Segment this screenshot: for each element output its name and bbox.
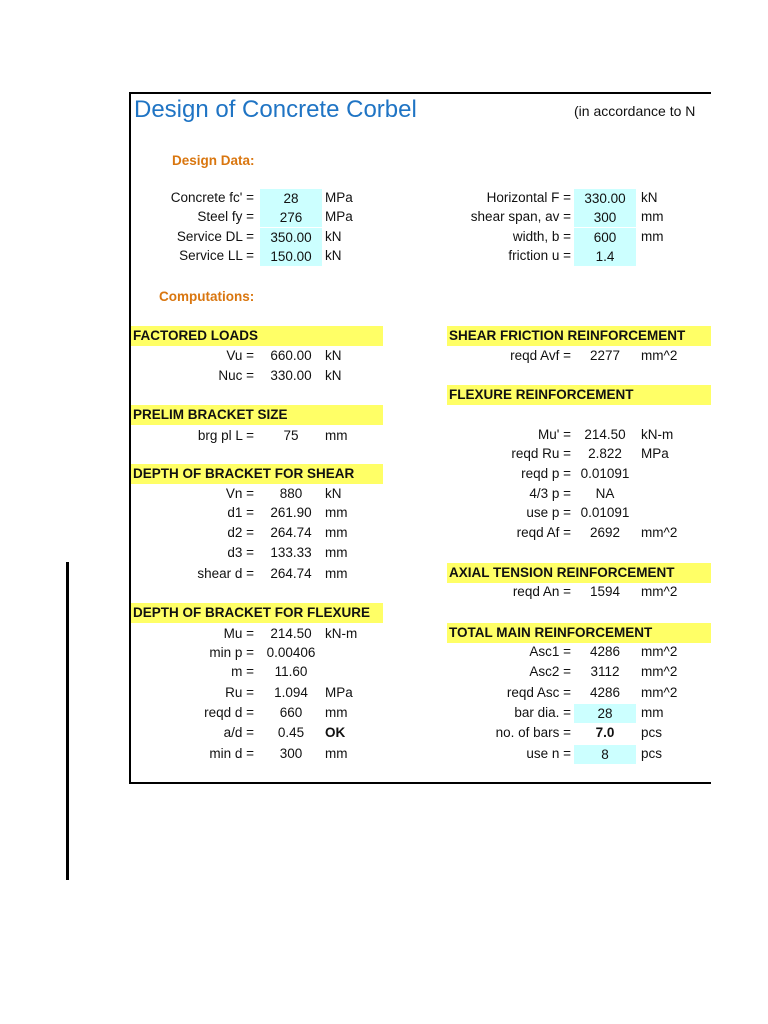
a-d-status: OK xyxy=(325,725,346,740)
min-d-label: min d = xyxy=(209,746,254,761)
brg-pl-unit: mm xyxy=(325,428,348,443)
fy-label: Steel fy = xyxy=(197,209,254,224)
no-of-bars-label: no. of bars = xyxy=(495,725,571,740)
reqd-ru-value: 2.822 xyxy=(588,446,622,461)
vn-label: Vn = xyxy=(225,486,254,501)
nuc-value: 330.00 xyxy=(270,368,312,383)
reqd-avf-label: reqd Avf = xyxy=(510,348,571,363)
reqd-p-label: reqd p = xyxy=(521,466,571,481)
reqd-asc-label: reqd Asc = xyxy=(506,685,571,700)
width-input[interactable]: 600 xyxy=(574,228,636,247)
use-p-value: 0.01091 xyxy=(580,505,630,520)
reqd-d-unit: mm xyxy=(325,705,348,720)
dl-input[interactable]: 350.00 xyxy=(260,228,322,247)
d1-label: d1 = xyxy=(227,505,254,520)
mu-unit: kN-m xyxy=(325,626,358,641)
d1-unit: mm xyxy=(325,505,348,520)
reqd-avf-unit: mm^2 xyxy=(641,348,678,363)
d3-value: 133.33 xyxy=(270,545,312,560)
corbel-design-sheet xyxy=(129,92,711,784)
design-data-heading: Design Data: xyxy=(172,153,255,168)
mu-prime-unit: kN-m xyxy=(641,427,674,442)
mu-prime-value: 214.50 xyxy=(584,427,626,442)
ru-label: Ru = xyxy=(225,685,254,700)
flexure-reinforcement-header: FLEXURE REINFORCEMENT xyxy=(447,385,711,405)
horizontal-f-unit: kN xyxy=(641,190,658,205)
bar-dia-input[interactable]: 28 xyxy=(574,704,636,723)
depth-shear-header: DEPTH OF BRACKET FOR SHEAR xyxy=(131,464,383,484)
asc1-label: Asc1 = xyxy=(529,644,571,659)
fy-input[interactable]: 276 xyxy=(260,208,322,227)
shear-span-label: shear span, av = xyxy=(470,209,571,224)
min-d-value: 300 xyxy=(279,746,303,761)
reqd-af-label: reqd Af = xyxy=(516,525,571,540)
reqd-an-label: reqd An = xyxy=(512,584,571,599)
nuc-unit: kN xyxy=(325,368,342,383)
d3-label: d3 = xyxy=(227,545,254,560)
dl-label: Service DL = xyxy=(176,229,254,244)
reqd-avf-value: 2277 xyxy=(589,348,621,363)
ll-unit: kN xyxy=(325,248,342,263)
asc2-label: Asc2 = xyxy=(529,664,571,679)
vn-value: 880 xyxy=(279,486,303,501)
reqd-an-value: 1594 xyxy=(589,584,621,599)
vu-unit: kN xyxy=(325,348,342,363)
shear-friction-header: SHEAR FRICTION REINFORCEMENT xyxy=(447,326,711,346)
ll-label: Service LL = xyxy=(179,248,254,263)
axial-tension-header: AXIAL TENSION REINFORCEMENT xyxy=(447,563,711,583)
shear-span-input[interactable]: 300 xyxy=(574,208,636,227)
ll-input[interactable]: 150.00 xyxy=(260,247,322,266)
reqd-ru-unit: MPa xyxy=(641,446,669,461)
reqd-asc-unit: mm^2 xyxy=(641,685,678,700)
reqd-d-value: 660 xyxy=(279,705,303,720)
ru-unit: MPa xyxy=(325,685,353,700)
nuc-label: Nuc = xyxy=(218,368,254,383)
fc-label: Concrete fc' = xyxy=(170,190,254,205)
a-d-value: 0.45 xyxy=(277,725,305,740)
prelim-bracket-header: PRELIM BRACKET SIZE xyxy=(131,405,383,425)
shear-d-unit: mm xyxy=(325,566,348,581)
m-value: 11.60 xyxy=(274,664,308,679)
reqd-p-value: 0.01091 xyxy=(580,466,630,481)
use-n-input[interactable]: 8 xyxy=(574,745,636,764)
use-n-unit: pcs xyxy=(641,746,663,761)
left-margin-line xyxy=(66,562,69,880)
bar-dia-label: bar dia. = xyxy=(514,705,571,720)
sheet-title: Design of Concrete Corbel xyxy=(134,96,417,123)
width-unit: mm xyxy=(641,229,664,244)
no-of-bars-unit: pcs xyxy=(641,725,663,740)
vu-value: 660.00 xyxy=(270,348,312,363)
mu-label: Mu = xyxy=(223,626,254,641)
brg-pl-value: 75 xyxy=(283,428,299,443)
reqd-an-unit: mm^2 xyxy=(641,584,678,599)
dl-unit: kN xyxy=(325,229,342,244)
d1-value: 261.90 xyxy=(270,505,312,520)
min-p-value: 0.00406 xyxy=(266,645,316,660)
vu-label: Vu = xyxy=(226,348,254,363)
use-p-label: use p = xyxy=(526,505,571,520)
four-thirds-p-value: NA xyxy=(595,486,615,501)
reqd-af-unit: mm^2 xyxy=(641,525,678,540)
shear-d-value: 264.74 xyxy=(270,566,312,581)
asc1-unit: mm^2 xyxy=(641,644,678,659)
horizontal-f-input[interactable]: 330.00 xyxy=(574,189,636,208)
depth-flexure-header: DEPTH OF BRACKET FOR FLEXURE xyxy=(131,603,383,623)
ru-value: 1.094 xyxy=(274,685,308,700)
vn-unit: kN xyxy=(325,486,342,501)
d2-unit: mm xyxy=(325,525,348,540)
mu-prime-label: Mu' = xyxy=(538,427,571,442)
fy-unit: MPa xyxy=(325,209,353,224)
friction-input[interactable]: 1.4 xyxy=(574,247,636,266)
m-label: m = xyxy=(231,664,254,679)
min-p-label: min p = xyxy=(209,645,254,660)
use-n-label: use n = xyxy=(526,746,571,761)
horizontal-f-label: Horizontal F = xyxy=(486,190,571,205)
no-of-bars-value: 7.0 xyxy=(595,725,615,740)
factored-loads-header: FACTORED LOADS xyxy=(131,326,383,346)
asc1-value: 4286 xyxy=(589,644,621,659)
d2-value: 264.74 xyxy=(270,525,312,540)
reqd-ru-label: reqd Ru = xyxy=(511,446,571,461)
friction-label: friction u = xyxy=(508,248,571,263)
total-main-header: TOTAL MAIN REINFORCEMENT xyxy=(447,623,711,643)
d3-unit: mm xyxy=(325,545,348,560)
d2-label: d2 = xyxy=(227,525,254,540)
four-thirds-p-label: 4/3 p = xyxy=(529,486,571,501)
asc2-value: 3112 xyxy=(590,664,620,679)
computations-heading: Computations: xyxy=(159,289,255,304)
reqd-asc-value: 4286 xyxy=(589,685,621,700)
a-d-label: a/d = xyxy=(223,725,254,740)
fc-unit: MPa xyxy=(325,190,353,205)
shear-d-label: shear d = xyxy=(197,566,254,581)
shear-span-unit: mm xyxy=(641,209,664,224)
bar-dia-unit: mm xyxy=(641,705,664,720)
reqd-d-label: reqd d = xyxy=(204,705,254,720)
asc2-unit: mm^2 xyxy=(641,664,678,679)
fc-input[interactable]: 28 xyxy=(260,189,322,208)
mu-value: 214.50 xyxy=(270,626,312,641)
width-label: width, b = xyxy=(512,229,571,244)
sheet-subtitle: (in accordance to N xyxy=(574,103,696,119)
brg-pl-label: brg pl L = xyxy=(197,428,254,443)
reqd-af-value: 2692 xyxy=(589,525,621,540)
min-d-unit: mm xyxy=(325,746,348,761)
